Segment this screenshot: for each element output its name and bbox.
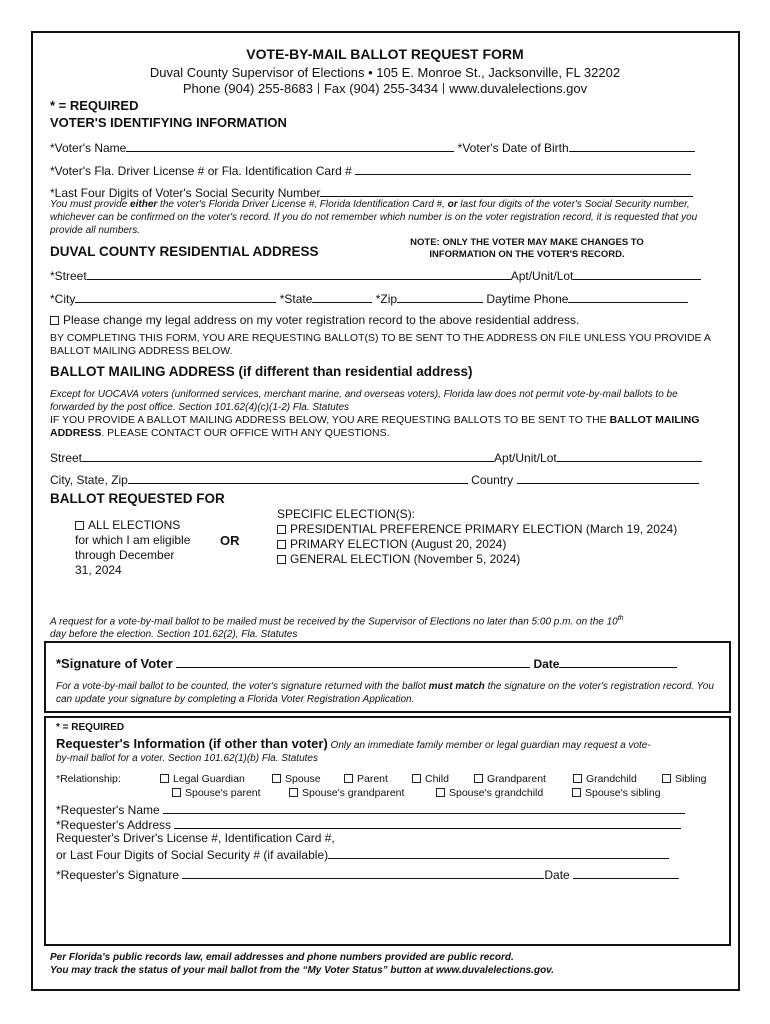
relationship-label: *Relationship:: [56, 773, 121, 785]
voter-dob-line[interactable]: [569, 139, 695, 152]
street-line[interactable]: [87, 267, 511, 280]
relationship-option[interactable]: Grandchild: [573, 773, 637, 785]
all-elections-checkbox[interactable]: [75, 521, 84, 530]
election-checkbox[interactable]: [277, 525, 286, 534]
mailing-address-title: BALLOT MAILING ADDRESS (if different than residential address): [50, 364, 473, 379]
election-option-general[interactable]: [277, 552, 520, 566]
requester-address-field[interactable]: [56, 816, 681, 832]
state-label: *State: [279, 292, 313, 306]
requester-address-label: *Requester's Address: [56, 818, 172, 832]
requester-ssn-line[interactable]: [328, 846, 669, 859]
signature-date-label: Date: [533, 657, 560, 671]
relationship-option[interactable]: Spouse's grandchild: [436, 787, 543, 799]
all-elections-option[interactable]: [75, 518, 180, 533]
voter-license-line[interactable]: [355, 162, 691, 175]
country-label: Country: [471, 473, 514, 487]
voter-only-note: NOTE: ONLY THE VOTER MAY MAKE CHANGES TO INFORMATION ON THE VOTER'S RECORD.: [410, 237, 644, 260]
voter-ssn-line[interactable]: [320, 184, 693, 197]
state-line[interactable]: [312, 290, 372, 303]
signature-date-line[interactable]: [559, 655, 677, 668]
zip-label: *Zip: [375, 292, 398, 306]
specific-elections-title: SPECIFIC ELECTION(S):: [277, 507, 416, 521]
requester-name-line[interactable]: [163, 801, 685, 814]
relationship-option[interactable]: Parent: [344, 773, 388, 785]
deadline-note: A request for a vote-by-mail ballot to be mailed must be received by the Supervisor of Elections no later than 5:00 p.m. on the 10th day before the election. Section 101.62(2), Fla. Statutes: [50, 615, 624, 641]
voter-signature-field[interactable]: [56, 655, 677, 671]
relationship-option[interactable]: Child: [412, 773, 449, 785]
city-line[interactable]: [75, 290, 276, 303]
city-label: *City: [50, 292, 76, 306]
relationship-checkbox[interactable]: [572, 788, 581, 797]
phone-number: Phone (904) 255-8683: [182, 81, 313, 96]
residential-title: DUVAL COUNTY RESIDENTIAL ADDRESS: [50, 244, 319, 259]
id-requirement-note: You must provide either the voter's Florida Driver License #, Florida Identification Card #, or last four digits of the voter's Social Security number, whichever can be confirmed on the voter's record. If you do not remember which number is on the voter registration record, it is requested that you provide all numbers.: [50, 199, 698, 236]
office-address: Duval County Supervisor of Elections • 105 E. Monroe St., Jacksonville, FL 32202: [149, 65, 621, 80]
requester-title-line: Requester's Information (if other than voter) Only an immediate family member or legal guardian may request a vote-: [56, 736, 651, 751]
requester-signature-label: *Requester's Signature: [56, 868, 180, 882]
mailing-street-line[interactable]: [82, 449, 494, 462]
phone-line[interactable]: [568, 290, 688, 303]
relationship-checkbox[interactable]: [344, 774, 353, 783]
mailing-caps-note: IF YOU PROVIDE A BALLOT MAILING ADDRESS BELOW, YOU ARE REQUESTING BALLOTS TO BE SENT TO THE BALLOT MAILING ADDRESS. PLEASE CONTACT OUR OFFICE WITH ANY QUESTIONS.: [50, 414, 700, 439]
apt-line[interactable]: [573, 267, 701, 280]
website-link[interactable]: www.duvalelections.gov: [449, 81, 588, 96]
relationship-option[interactable]: Spouse: [272, 773, 321, 785]
requester-ssn-label: or Last Four Digits of Social Security # (if available): [56, 848, 329, 862]
relationship-checkbox[interactable]: [412, 774, 421, 783]
divider: [318, 83, 319, 94]
requester-title-note: by-mail ballot for a voter. Section 101.62(1)(b) Fla. Statutes: [56, 753, 318, 764]
mailing-city-line[interactable]: [128, 471, 468, 484]
relationship-checkbox[interactable]: [474, 774, 483, 783]
zip-line[interactable]: [397, 290, 483, 303]
election-option-primary[interactable]: [277, 537, 506, 551]
phone-label: Daytime Phone: [486, 292, 569, 306]
election-label: GENERAL ELECTION (November 5, 2024): [290, 552, 521, 566]
relationship-checkbox[interactable]: [172, 788, 181, 797]
ballot-requested-title: BALLOT REQUESTED FOR: [50, 491, 225, 506]
relationship-option[interactable]: Spouse's grandparent: [289, 787, 404, 799]
mailing-apt-label: Apt/Unit/Lot: [494, 451, 557, 465]
relationship-option[interactable]: Spouse's sibling: [572, 787, 661, 799]
voter-license-label: *Voter's Fla. Driver License # or Fla. Identification Card #: [50, 164, 352, 178]
form-title: VOTE-BY-MAIL BALLOT REQUEST FORM: [246, 46, 524, 62]
requester-ssn-field[interactable]: [56, 846, 669, 862]
election-checkbox[interactable]: [277, 540, 286, 549]
voter-ssn-label: *Last Four Digits of Voter's Social Security Number: [50, 186, 321, 200]
contact-line: [0, 81, 770, 96]
voter-id-section-title: VOTER'S IDENTIFYING INFORMATION: [50, 115, 287, 130]
requester-signature-field[interactable]: [56, 866, 679, 882]
forwarding-note: Except for UOCAVA voters (uniformed services, merchant marine, and overseas voters), Florida law does not permit vote-by-mail ballots to be forwarded by the post office. Section 101.62(4)(c)(1-2) Fla. Statutes: [50, 389, 678, 413]
election-option-ppp[interactable]: [277, 522, 677, 536]
mailing-city-label: City, State, Zip: [50, 473, 128, 487]
divider: [443, 83, 444, 94]
requester-license-label: Requester's Driver's License #, Identification Card #,: [56, 831, 335, 845]
relationship-option[interactable]: Legal Guardian: [160, 773, 245, 785]
voter-name-line[interactable]: [126, 139, 454, 152]
voter-signature-label: *Signature of Voter: [56, 656, 173, 671]
required-legend: * = REQUIRED: [50, 98, 139, 113]
requester-date-label: Date: [544, 868, 570, 882]
election-label: PRIMARY ELECTION (August 20, 2024): [290, 537, 507, 551]
change-address-option[interactable]: [50, 313, 579, 327]
signature-match-note: For a vote-by-mail ballot to be counted, the voter's signature returned with the ballot must match the signature on the voter's registration record. You can update your signature by completing a Florida Voter Registration Application.: [56, 681, 714, 705]
public-records-note: Per Florida's public records law, email addresses and phone numbers provided are public record.: [50, 952, 514, 963]
relationship-checkbox[interactable]: [436, 788, 445, 797]
all-elections-label: ALL ELECTIONS: [88, 518, 181, 532]
relationship-checkbox[interactable]: [573, 774, 582, 783]
fax-number: Fax (904) 255-3434: [323, 81, 439, 96]
country-line[interactable]: [517, 471, 699, 484]
relationship-option[interactable]: Sibling: [662, 773, 707, 785]
relationship-checkbox[interactable]: [662, 774, 671, 783]
relationship-option[interactable]: Grandparent: [474, 773, 546, 785]
voter-signature-line[interactable]: [176, 655, 530, 668]
voter-name-field[interactable]: [50, 139, 695, 155]
change-address-checkbox[interactable]: [50, 316, 59, 325]
all-elections-desc: for which I am eligible through December 31, 2024: [75, 533, 191, 577]
apt-label: Apt/Unit/Lot: [510, 269, 574, 283]
relationship-checkbox[interactable]: [272, 774, 281, 783]
requester-signature-line[interactable]: [182, 866, 544, 879]
relationship-checkbox[interactable]: [289, 788, 298, 797]
completing-form-note: BY COMPLETING THIS FORM, YOU ARE REQUESTING BALLOT(S) TO BE SENT TO THE ADDRESS ON FILE UNLESS YOU PROVIDE A BALLOT MAILING ADDRESS BELOW.: [50, 332, 711, 357]
voter-license-field[interactable]: [50, 162, 691, 178]
relationship-checkbox[interactable]: [160, 774, 169, 783]
mailing-street-field[interactable]: [50, 449, 702, 465]
city-field[interactable]: [50, 290, 688, 306]
voter-name-label: *Voter's Name: [50, 141, 127, 155]
requester-date-line[interactable]: [573, 866, 679, 879]
mailing-street-label: Street: [50, 451, 83, 465]
mailing-apt-line[interactable]: [557, 449, 702, 462]
street-field[interactable]: [50, 267, 701, 283]
track-status-note: You may track the status of your mail ballot from the “My Voter Status” button at www.duvalelections.gov.: [50, 965, 554, 976]
election-checkbox[interactable]: [277, 555, 286, 564]
street-label: *Street: [50, 269, 87, 283]
requester-address-line[interactable]: [174, 816, 681, 829]
requester-name-label: *Requester's Name: [56, 803, 160, 817]
mailing-city-field[interactable]: [50, 471, 699, 487]
or-separator: OR: [220, 533, 240, 548]
change-address-label: Please change my legal address on my voter registration record to the above residential address.: [63, 313, 580, 327]
requester-title: Requester's Information (if other than voter): [56, 736, 328, 751]
requester-name-field[interactable]: [56, 801, 685, 817]
relationship-option[interactable]: Spouse's parent: [172, 787, 261, 799]
voter-dob-label: *Voter's Date of Birth: [457, 141, 569, 155]
election-label: PRESIDENTIAL PREFERENCE PRIMARY ELECTION (March 19, 2024): [290, 522, 678, 536]
requester-required: * = REQUIRED: [56, 722, 125, 733]
